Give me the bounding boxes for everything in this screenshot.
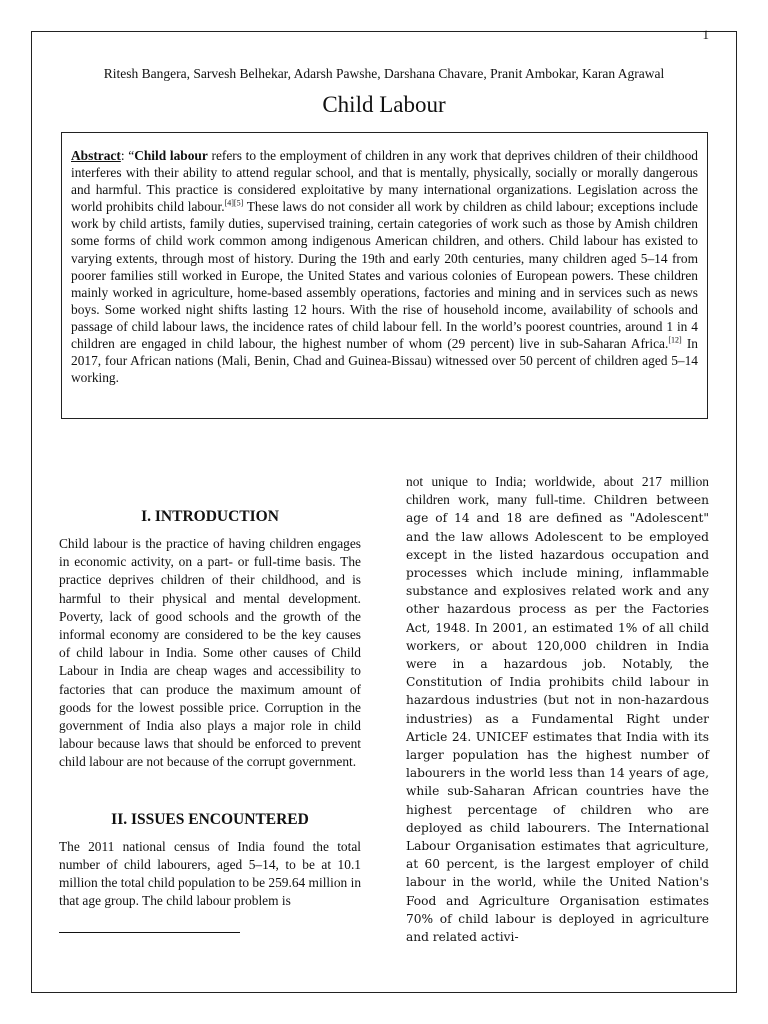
abstract-label: Abstract	[71, 148, 121, 163]
author-list: Ritesh Bangera, Sarvesh Belhekar, Adarsh Pawshe, Darshana Chavare, Pranit Ambokar, Karan Agrawal	[103, 66, 665, 81]
abstract-citation-1[interactable]: [4][5]	[224, 198, 244, 208]
abstract-lead-term: Child labour	[134, 148, 208, 163]
abstract-separator: : “	[120, 148, 135, 163]
abstract-text-3: In 2017, four African nations (Mali, Benin, Chad and Guinea-Bissau) witnessed over 50 percent of children aged 5–14 working.	[71, 336, 698, 386]
right-text-3: Notably, the Constitution of India prohibits child labour in hazardous industries (but not in non-hazardous industries) as a Fundamental Right under Article 24. UNICEF estimates that India with its larger population has the highest number of labourers in the world less than 14 years of age, while sub-Saharan African countries have the highest percentage of children who are deployed as child labourers. The International Labour Organisation estimates that agriculture, at 60 percent, is the largest employer of child labour in the world, while the United Nation's Food and Agriculture Organisation estimates 70% of child labour is deployed in agriculture and related activi-	[406, 657, 709, 945]
section-heading-introduction: I. INTRODUCTION	[141, 508, 279, 525]
right-text-2: Children between age of 14 and 18 are defined as "Adolescent" and the law allows Adolescent to be employed except in the listed hazardous occupation and processes which include mining, inflammable substance and explosives related work and any other hazardous process as per the Factories Act, 1948. In 2001, an estimated 1% of all child workers, or about 120,000 children in India were in a hazardous job.	[406, 493, 709, 672]
left-column	[59, 507, 361, 910]
page-number: 1	[702, 27, 709, 42]
abstract-box	[61, 132, 708, 419]
footnote-rule	[59, 932, 240, 933]
section-heading-issues: II. ISSUES ENCOUNTERED	[111, 810, 309, 828]
abstract-text-1: refers to the employment of children in any work that deprives children of their childhood interferes with their ability to attend regular school, and that is mentally, physically, socially or morally dangerous and harmful. This practice is considered exploitative by many international organizations. Legislation across the world prohibits child labour.	[71, 148, 698, 215]
introduction-paragraph: Child labour is the practice of having children engages in economic activity, on a part- or full-time basis. The practice deprives children of their childhood, and is harmful to their physical and mental development. Poverty, lack of good schools and the growth of the informal economy are considered to be the key causes of child labour in India. Some other causes of Child Labour in India are cheap wages and accessibility to factories that can produce the maximum amount of goods for the lowest possible price. Corruption in the government of India also plays a major role in child labour because laws that should be enforced to prevent child labour are not because of the corrupt government.	[59, 536, 361, 770]
issues-paragraph: The 2011 national census of India found the total number of child labourers, aged 5–14, to be at 10.1 million the total child population to be 259.64 million in that age group. The child labour problem is	[59, 838, 362, 909]
right-text-1: not unique to India; worldwide, about 217 million children work, many full-time.	[406, 474, 709, 508]
abstract-text-2: These laws do not consider all work by children as child labour; exceptions include work by child artists, family duties, supervised training, certain categories of work such as those by Amish children some forms of child work common among indigenous American children, and others. Child labour has existed to varying extents, through most of history. During the 19th and early 20th centuries, many children aged 5–14 from poorer families still worked in Europe, the United States and various colonies of European powers. These children mainly worked in agriculture, home-based assembly operations, factories and mining and in services such as news boys. Some worked night shifts lasting 12 hours. With the rise of household income, availability of schools and passage of child labour laws, the incidence rates of child labour fell. In the world’s poorest countries, around 1 in 4 children are engaged in child labour, the highest number of whom (29 percent) live in sub-Saharan Africa.	[71, 199, 698, 352]
abstract-citation-2[interactable]: [12]	[668, 335, 682, 345]
right-column-paragraph	[406, 473, 709, 946]
paper-title: Child Labour	[322, 92, 446, 117]
right-column	[406, 473, 709, 946]
